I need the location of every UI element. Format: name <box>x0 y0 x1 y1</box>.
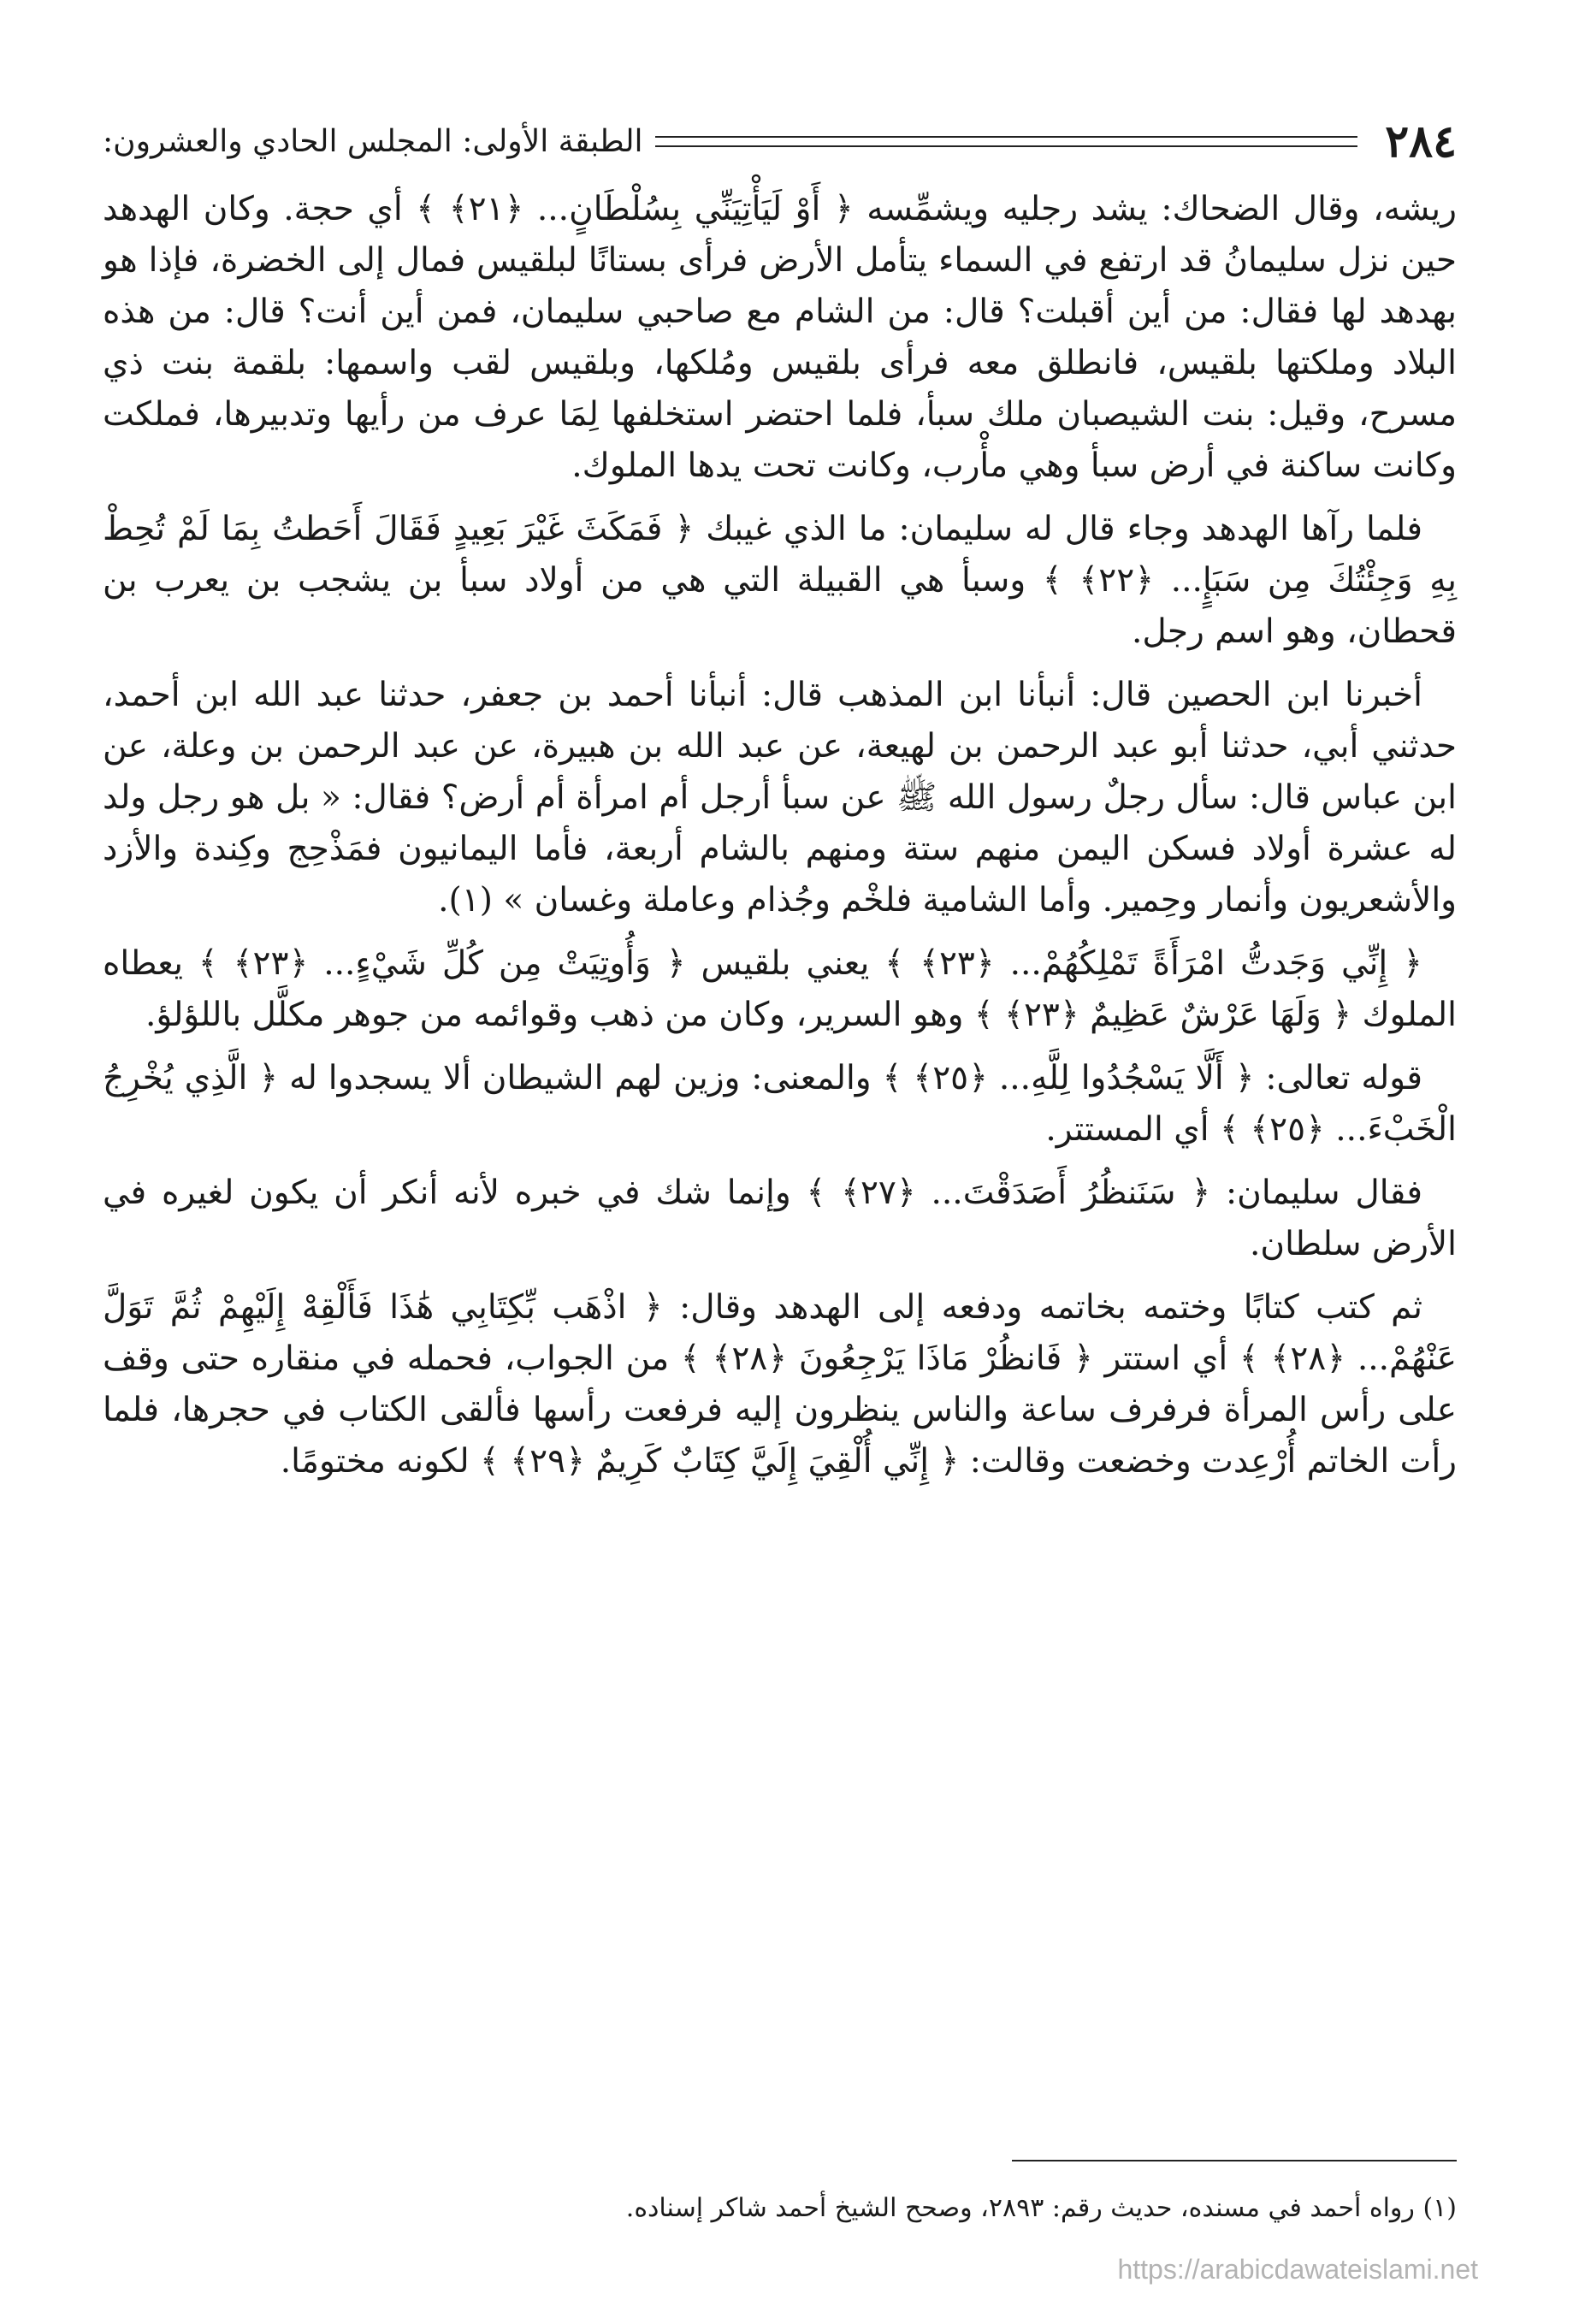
paragraph: ثم كتب كتابًا وختمه بخاتمه ودفعه إلى الهدهد وقال: ﴿ اذْهَب بِّكِتَابِي هَٰذَا فَأَلْقِهْ إِلَيْهِمْ ثُمَّ تَوَلَّ عَنْهُمْ... ﴿٢٨﴾ ﴾ أي استتر ﴿ فَانظُرْ مَاذَا يَرْجِعُونَ ﴿٢٨﴾ ﴾ من الجواب، فحمله في منقاره حتى وقف على رأس المرأة فرفرف ساعة والناس ينظرون إليه فرفعت رأسها فألقى الكتاب في حجرها، فلما رأت الخاتم أُرْعِدت وخضعت وقالت: ﴿ إِنِّي أُلْقِيَ إِلَيَّ كِتَابٌ كَرِيمٌ ﴿٢٩﴾ ﴾ لكونه مختومًا. <box>103 1288 1457 1481</box>
paragraph: ﴿ إِنِّي وَجَدتُّ امْرَأَةً تَمْلِكُهُمْ... ﴿٢٣﴾ ﴾ يعني بلقيس ﴿ وَأُوتِيَتْ مِن كُلِّ شَيْءٍ... ﴿٢٣﴾ ﴾ يعطاه الملوك ﴿ وَلَهَا عَرْشٌ عَظِيمٌ ﴿٢٣﴾ ﴾ وهو السرير، وكان من ذهب وقوائمه من جوهر مكلَّل باللؤلؤ. <box>103 944 1457 1034</box>
paragraph: فقال سليمان: ﴿ سَنَنظُرُ أَصَدَقْتَ... ﴿٢٧﴾ ﴾ وإنما شك في خبره لأنه أنكر أن يكون لغيره في الأرض سلطان. <box>103 1174 1457 1263</box>
paragraph: فلما رآها الهدهد وجاء قال له سليمان: ما الذي غيبك ﴿ فَمَكَثَ غَيْرَ بَعِيدٍ فَقَالَ أَحَطتُ بِمَا لَمْ تُحِطْ بِهِ وَجِئْتُكَ مِن سَبَإٍ... ﴿٢٢﴾ ﴾ وسبأ هي القبيلة التي هي من أولاد سبأ بن يشجب بن يعرب بن قحطان، وهو اسم رجل. <box>103 510 1457 651</box>
paragraph: ريشه، وقال الضحاك: يشد رجليه ويشمِّسه ﴿ أَوْ لَيَأْتِيَنِّي بِسُلْطَانٍ... ﴿٢١﴾ ﴾ أي حجة. وكان الهدهد حين نزل سليمانُ قد ارتفع في السماء يتأمل الأرض فرأى بستانًا لبلقيس فمال إلى الخضرة، فإذا هو بهدهد لها فقال: من أين أقبلت؟ قال: من الشام مع صاحبي سليمان، فمن أين أنت؟ قال: من هذه البلاد وملكتها بلقيس، فانطلق معه فرأى بلقيس ومُلكها، وبلقيس لقب واسمها: بلقمة بنت ذي مسرح، وقيل: بنت الشيصبان ملك سبأ، فلما احتضر استخلفها لِمَا عرف من رأيها وتدبيرها، فملكت وكانت ساكنة في أرض سبأ وهي مأْرب، وكانت تحت يدها الملوك. <box>103 190 1457 485</box>
paragraph: قوله تعالى: ﴿ أَلَّا يَسْجُدُوا لِلَّهِ... ﴿٢٥﴾ ﴾ والمعنى: وزين لهم الشيطان ألا يسجدوا له ﴿ الَّذِي يُخْرِجُ الْخَبْءَ... ﴿٢٥﴾ ﴾ أي المستتر. <box>103 1059 1457 1149</box>
running-title: الطبقة الأولى: المجلس الحادي والعشرون: <box>103 123 643 159</box>
page-header <box>103 111 1457 171</box>
page-number: ٢٨٤ <box>1385 115 1457 168</box>
watermark-url: https://arabicdawateislami.net <box>1117 2254 1478 2285</box>
footnote-divider <box>1012 2160 1457 2161</box>
paragraph: أخبرنا ابن الحصين قال: أنبأنا ابن المذهب قال: أنبأنا أحمد بن جعفر، حدثنا عبد الله ابن أحمد، حدثني أبي، حدثنا أبو عبد الرحمن بن لهيعة، عن عبد الله بن هبيرة، عن عبد الرحمن بن وعلة، عن ابن عباس قال: سأل رجلٌ رسول الله ﷺ عن سبأ أرجل أم امرأة أم أرض؟ فقال: « بل هو رجل ولد له عشرة أولاد فسكن اليمن منهم ستة ومنهم بالشام أربعة، فأما اليمانيون فمَذْحِج وكِندة والأزد والأشعريون وأنمار وحِمير. وأما الشامية فلخْم وجُذام وعاملة وغسان » (١). <box>103 676 1457 920</box>
footnote: (١) رواه أحمد في مسنده، حديث رقم: ٢٨٩٣، وصحح الشيخ أحمد شاكر إسناده. <box>625 2193 1457 2223</box>
main-text <box>103 184 1457 1499</box>
header-rule <box>655 136 1358 147</box>
